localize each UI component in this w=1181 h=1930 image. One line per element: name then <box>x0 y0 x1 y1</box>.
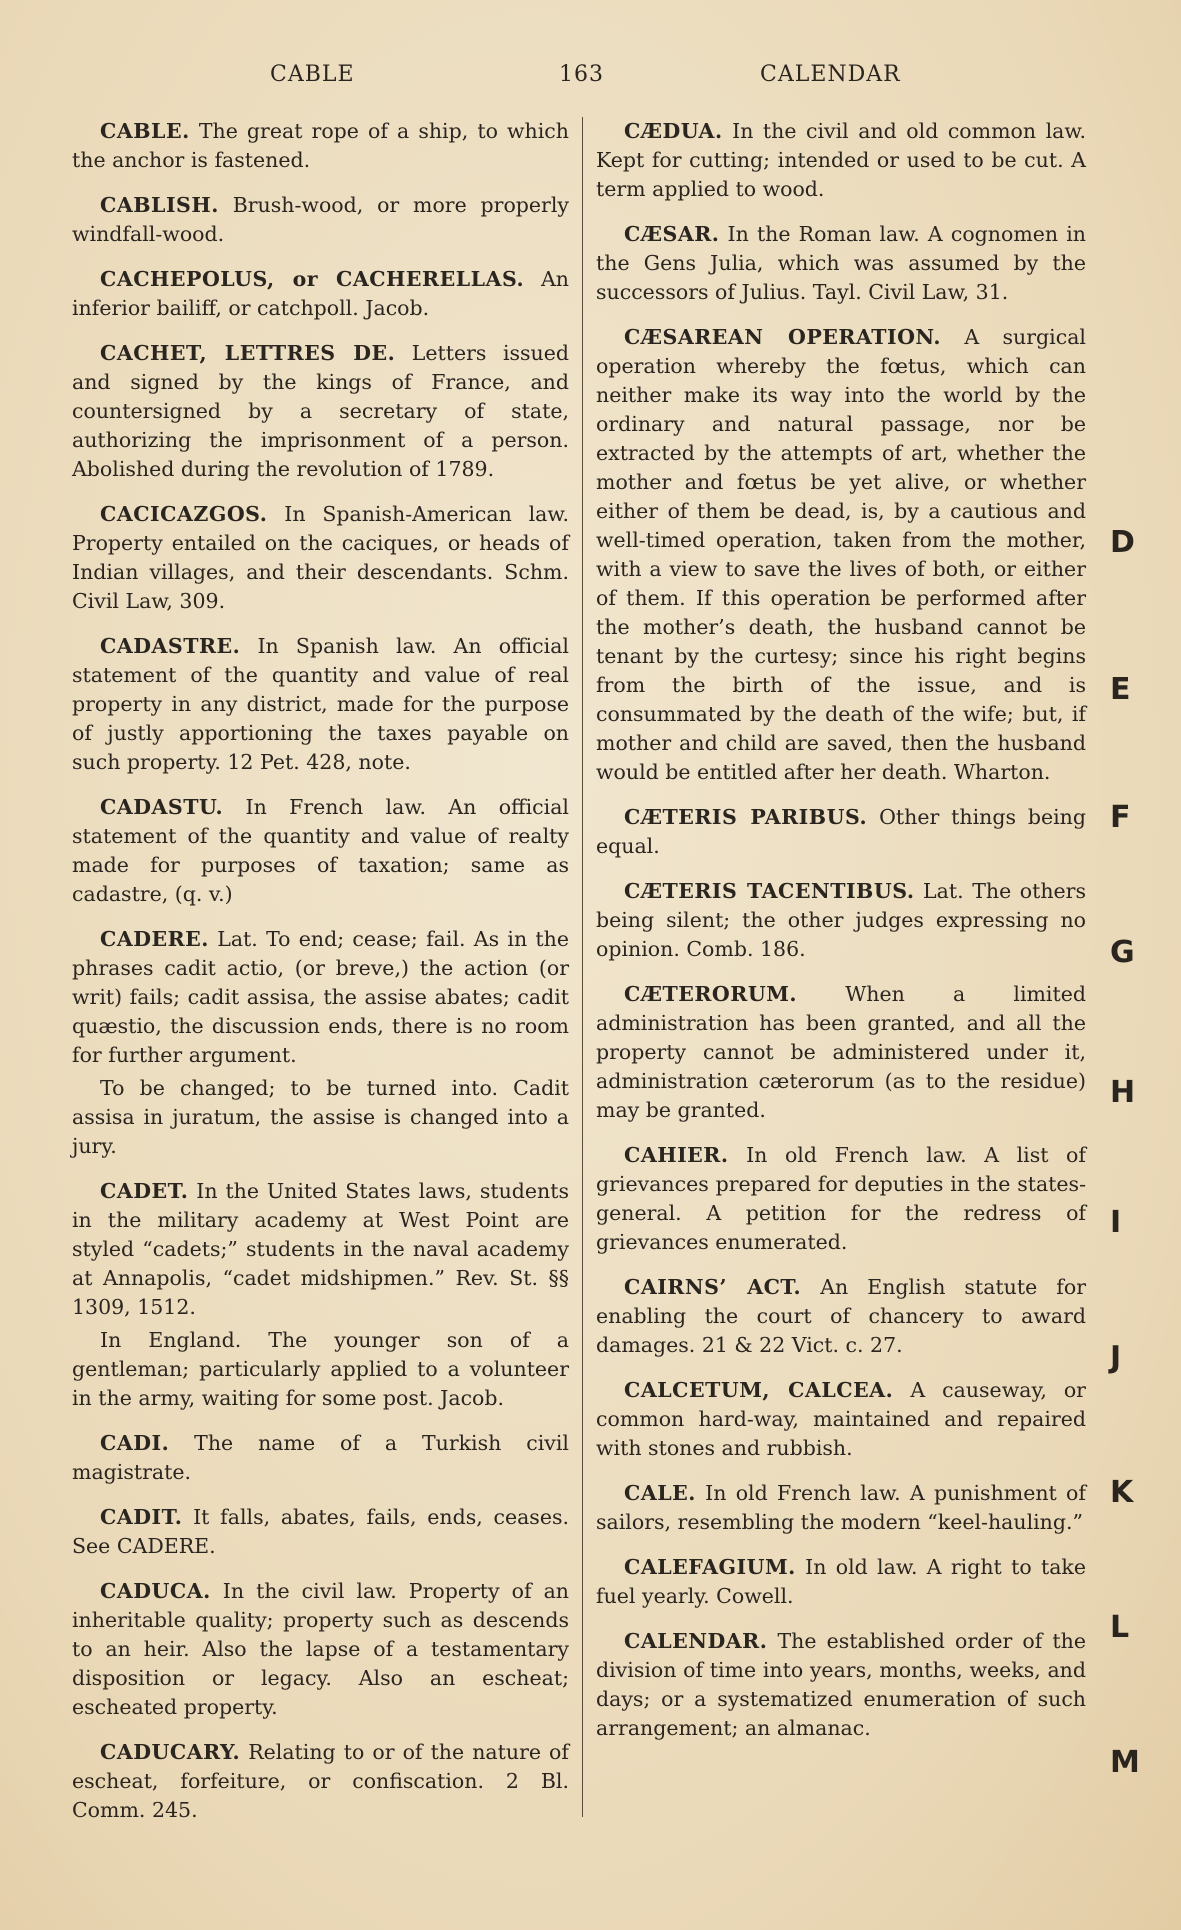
dictionary-entry <box>72 1177 569 1322</box>
thumb-index-letter: J <box>1110 1340 1122 1375</box>
entry-definition: In Spanish law. An official statement of the quantity and value of real property in any district, made for the purpose of justly apportioning the taxes payable on such property. 12 Pet. 428, note. <box>72 634 569 774</box>
thumb-index-letter: L <box>1110 1610 1130 1645</box>
entry-definition: In old law. A right to take fuel yearly. Cowell. <box>596 1555 1086 1608</box>
dictionary-entry <box>72 793 569 909</box>
entry-term: CAHIER. <box>624 1143 729 1167</box>
entry-definition: The great rope of a ship, to which the anchor is fastened. <box>72 119 569 172</box>
entry-term: CABLE. <box>100 119 190 143</box>
entry-term: CÆTERIS TACENTIBUS. <box>624 879 915 903</box>
dictionary-entry <box>72 191 569 249</box>
entry-term: CADET. <box>100 1179 189 1203</box>
thumb-index-letter: E <box>1110 672 1131 707</box>
thumb-index-letter: I <box>1110 1205 1122 1240</box>
entry-definition: In England. The younger son of a gentleman; particularly applied to a volunteer in the army, waiting for some post. Jacob. <box>72 1328 569 1410</box>
dictionary-entry <box>596 1273 1086 1360</box>
dictionary-entry <box>72 339 569 484</box>
entry-term: CABLISH. <box>100 193 219 217</box>
entry-definition: Brush-wood, or more properly windfall-wood. <box>72 193 569 246</box>
entry-definition: A surgical operation whereby the fœtus, which can neither make its way into the world by the ordinary and natural passage, nor be extracted by the attempts of art, whether the mother and fœtus be yet alive, or whether either of them be dead, is, by a cautious and well-timed operation, taken from the mother, with a view to save the lives of both, or either of them. If this operation be performed after the mother’s death, the husband cannot be tenant by the curtesy; since his right begins from the birth of the issue, and is consummated by the death of the wife; but, if mother and child are saved, then the husband would be entitled after her death. Wharton. <box>596 325 1086 784</box>
entry-term: CÆTERIS PARIBUS. <box>624 805 868 829</box>
entry-definition: The established order of the division of time into years, months, weeks, and days; or a systematized enumeration of such arrangement; an almanac. <box>596 1629 1086 1740</box>
entry-term: CÆSAREAN OPERATION. <box>624 325 941 349</box>
thumb-index-letter: H <box>1110 1075 1136 1110</box>
dictionary-entry <box>72 117 569 175</box>
entry-term: CADERE. <box>100 927 209 951</box>
entry-definition: In the Roman law. A cognomen in the Gens Julia, which was assumed by the successors of Julius. Tayl. Civil Law, 31. <box>596 222 1086 304</box>
page-number: 163 <box>559 62 604 87</box>
entry-definition: Lat. To end; cease; fail. As in the phrases cadit actio, (or breve,) the action (or writ) fails; cadit assisa, the assise abates; cadit quæstio, the discussion ends, there is no room for further argument. <box>72 927 569 1067</box>
entry-term: CADI. <box>100 1431 170 1455</box>
thumb-index-letter: F <box>1110 800 1131 835</box>
dictionary-entry <box>596 117 1086 204</box>
entry-term: CALCETUM, CALCEA. <box>624 1378 894 1402</box>
dictionary-entry <box>72 1503 569 1561</box>
entry-definition: In old French law. A list of grievances prepared for deputies in the states-general. A petition for the redress of grievances enumerated. <box>596 1143 1086 1254</box>
entry-definition: To be changed; to be turned into. Cadit assisa in juratum, the assise is changed into a jury. <box>72 1076 569 1158</box>
entry-term: CÆTERORUM. <box>624 982 798 1006</box>
entry-term: CADIT. <box>100 1505 183 1529</box>
entry-definition: Other things being equal. <box>596 805 1086 858</box>
entry-term: CACICAZGOS. <box>100 502 268 526</box>
dictionary-entry <box>72 500 569 616</box>
running-header <box>0 62 1181 92</box>
dictionary-entry <box>72 632 569 777</box>
dictionary-entry <box>596 980 1086 1125</box>
entry-term: CADASTU. <box>100 795 224 819</box>
entry-definition: An inferior bailiff, or catchpoll. Jacob. <box>72 267 569 320</box>
dictionary-entry <box>596 1376 1086 1463</box>
thumb-index-letter: M <box>1110 1745 1140 1780</box>
dictionary-entry <box>72 925 569 1070</box>
entry-term: CALENDAR. <box>624 1629 768 1653</box>
entry-definition: In the United States laws, students in the military academy at West Point are styled “cadets;” students in the naval academy at Annapolis, “cadet midshipmen.” Rev. St. §§ 1309, 1512. <box>72 1179 569 1319</box>
thumb-index-letter: D <box>1110 525 1135 560</box>
left-column <box>72 117 569 1841</box>
header-first-term: CABLE <box>270 62 355 87</box>
thumb-index-letter: G <box>1110 935 1135 970</box>
dictionary-entry <box>72 265 569 323</box>
entry-definition: In the civil and old common law. Kept for cutting; intended or used to be cut. A term applied to wood. <box>596 119 1086 201</box>
entry-definition: In old French law. A punishment of sailors, resembling the modern “keel-hauling.” <box>596 1481 1086 1534</box>
dictionary-entry <box>596 1141 1086 1257</box>
entry-definition: Lat. The others being silent; the other judges expressing no opinion. Comb. 186. <box>596 879 1086 961</box>
dictionary-entry <box>596 1479 1086 1537</box>
dictionary-entry <box>72 1429 569 1487</box>
entry-term: CACHEPOLUS, or CACHERELLAS. <box>100 267 525 291</box>
entry-definition: An English statute for enabling the court of chancery to award damages. 21 & 22 Vict. c. 27. <box>596 1275 1086 1357</box>
thumb-index-letter: K <box>1110 1475 1134 1510</box>
entry-term: CADASTRE. <box>100 634 241 658</box>
dictionary-entry <box>596 1627 1086 1743</box>
entry-term: CALE. <box>624 1481 696 1505</box>
entry-term: CACHET, LETTRES DE. <box>100 341 396 365</box>
entry-definition: In French law. An official statement of the quantity and value of realty made for purposes of taxation; same as cadastre, (q. v.) <box>72 795 569 906</box>
dictionary-entry <box>72 1577 569 1722</box>
dictionary-entry <box>72 1074 569 1161</box>
entry-definition: When a limited administration has been granted, and all the property cannot be administered under it, administration cæterorum (as to the residue) may be granted. <box>596 982 1086 1122</box>
entry-term: CÆDUA. <box>624 119 723 143</box>
dictionary-entry <box>596 877 1086 964</box>
entry-definition: In the civil law. Property of an inheritable quality; property such as descends to an heir. Also the lapse of a testamentary disposition or legacy. Also an escheat; escheated property. <box>72 1579 569 1719</box>
dictionary-entry <box>596 220 1086 307</box>
dictionary-entry <box>72 1738 569 1825</box>
right-column <box>596 117 1086 1759</box>
column-divider <box>582 117 583 1817</box>
entry-definition: A causeway, or common hard-way, maintained and repaired with stones and rubbish. <box>596 1378 1086 1460</box>
entry-definition: In Spanish-American law. Property entailed on the caciques, or heads of Indian villages, and their descendants. Schm. Civil Law, 309. <box>72 502 569 613</box>
entry-term: CALEFAGIUM. <box>624 1555 796 1579</box>
dictionary-entry <box>72 1326 569 1413</box>
entry-term: CADUCA. <box>100 1579 211 1603</box>
entry-definition: It falls, abates, fails, ends, ceases. See CADERE. <box>72 1505 569 1558</box>
entry-term: CÆSAR. <box>624 222 720 246</box>
dictionary-entry <box>596 1553 1086 1611</box>
entry-term: CAIRNS’ ACT. <box>624 1275 802 1299</box>
dictionary-entry <box>596 803 1086 861</box>
dictionary-entry <box>596 323 1086 787</box>
entry-definition: Letters issued and signed by the kings of France, and countersigned by a secretary of state, authorizing the imprisonment of a person. Abolished during the revolution of 1789. <box>72 341 569 481</box>
entry-definition: Relating to or of the nature of escheat, forfeiture, or confiscation. 2 Bl. Comm. 245. <box>72 1740 569 1822</box>
entry-term: CADUCARY. <box>100 1740 241 1764</box>
entry-definition: The name of a Turkish civil magistrate. <box>72 1431 569 1484</box>
header-last-term: CALENDAR <box>760 62 901 87</box>
